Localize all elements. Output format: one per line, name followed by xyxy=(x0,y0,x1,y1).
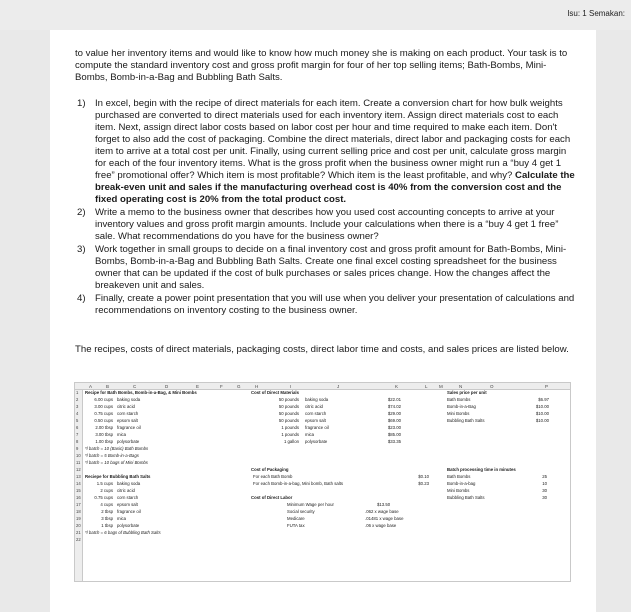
salts-item: baking soda xyxy=(117,481,141,486)
dm-qty: 1 pounds xyxy=(281,432,299,437)
salts-item: epsom salt xyxy=(117,502,138,507)
batch-note: *l batch = 10 bags of Mini Bombs xyxy=(85,460,148,465)
task-list xyxy=(75,98,575,318)
salts-item: citric acid xyxy=(117,488,135,493)
recipe-qty: 3.00 tbsp xyxy=(95,432,113,437)
price-item: Bath Bombs xyxy=(447,397,471,402)
recipe-item: polysorbate xyxy=(117,439,140,444)
salts-item: mica xyxy=(117,516,127,521)
salts-qty: 3 tbsp xyxy=(101,516,113,521)
task-item: 2) Write a memo to the business owner that describes how you used cost accounting concepts to arrive at your inventory values and gross profit margin amounts. Include your calculations when there is a “buy 4 get 1 free” sale. What recommendations do you have for the business owner? xyxy=(77,207,559,242)
salts-qty: 0.75 cups xyxy=(94,495,113,500)
recipe-qty: 3.00 cups xyxy=(94,404,113,409)
time-item: Mini Bombs xyxy=(447,488,470,493)
price-value: $10.00 xyxy=(535,418,549,423)
dl-value: $13.50 xyxy=(377,502,391,507)
dm-cost: $22.01 xyxy=(387,397,401,402)
salts-qty: 2 tbsp xyxy=(101,509,113,514)
salts-recipe-title: Reciepe for Bubbling Bath Salts xyxy=(85,474,151,479)
dm-qty: 50 pounds xyxy=(278,404,299,409)
salts-qty: 4 cups xyxy=(100,502,113,507)
dm-item: mica xyxy=(305,432,315,437)
price-item: Mini Bombs xyxy=(447,411,470,416)
dm-item: epsom salt xyxy=(305,418,326,423)
salts-item: polysorbate xyxy=(117,523,140,528)
salts-item: corn starch xyxy=(117,495,139,500)
dl-value: .06 x wage base xyxy=(365,523,397,528)
recipe-qty: 1.00 tbsp xyxy=(95,439,113,444)
recipe-item: corn starch xyxy=(117,411,139,416)
time-value: 30 xyxy=(542,488,547,493)
price-value: $6.97 xyxy=(538,397,549,402)
dl-label: Social security xyxy=(287,509,315,514)
dl-value: .062 x wage base xyxy=(365,509,399,514)
dl-label: Minimum Wage per hour xyxy=(287,502,334,507)
dm-cost: $74.02 xyxy=(387,404,401,409)
dm-item: fragrance oil xyxy=(305,425,329,430)
salts-item: fragrance oil xyxy=(117,509,141,514)
row-headers: 1 2 3 4 5 6 7 8 9 10 11 12 13 14 15 16 17 18 19 20 21 22 xyxy=(75,390,83,582)
time-item: Bubbling Bath Salts xyxy=(447,495,485,500)
recipe-qty: 0.50 cups xyxy=(94,418,113,423)
recipe-item: baking soda xyxy=(117,397,141,402)
recipe-qty: 6.00 cups xyxy=(94,397,113,402)
batch-note: *l batch = 10 (Basic) Bath Bombs xyxy=(85,446,149,451)
time-item: Bath Bombs xyxy=(447,474,471,479)
dm-qty: 1 gallon xyxy=(283,439,299,444)
pack-cost: $0.23 xyxy=(418,481,429,486)
dm-title: Cost of Direct Materials xyxy=(251,390,299,395)
task-item: 3) Work together in small groups to decide on a final inventory cost and gross profit amount for Bath-Bombs, Mini-Bombs, Bomb-in-a-Bag and Bubbling Bath Salts. Create one final excel costing spreadsheet for the business owner that can be updated if the cost of bulk purchases or sales prices change. How the changes affect the breakeven unit and sales. xyxy=(77,244,567,291)
recipe-item: fragrance oil xyxy=(117,425,141,430)
dm-cost: $33.35 xyxy=(387,439,401,444)
dl-value: .01481 x wage base xyxy=(365,516,404,521)
pack-label: For each Bomb-in-a-bag, Mini bomb, Bath salts xyxy=(253,481,344,486)
revision-status: Isu: 1 Semakan: xyxy=(567,9,625,18)
dm-item: baking soda xyxy=(305,397,329,402)
pack-label: For each Bath Bomb xyxy=(253,474,293,479)
price-value: $10.00 xyxy=(535,411,549,416)
pack-cost: $0.10 xyxy=(418,474,429,479)
recipe-title: Recipe for Bath Bombs, Bomb-in-a-Bag, & Mini Bombs xyxy=(85,390,197,395)
dm-qty: 50 pounds xyxy=(278,411,299,416)
pack-title: Cost of Packaging xyxy=(251,467,289,472)
dm-item: corn starch xyxy=(305,411,327,416)
price-title: Sales price per unit xyxy=(447,390,487,395)
time-value: 30 xyxy=(542,495,547,500)
task-item: 1) In excel, begin with the recipe of direct materials for each item. Create a conversion chart for how bulk weights purchased are converted to direct materials used for each inventory item. Assign direct materials cost to each item. Next, assign direct labor costs based on labor cost per hour and time required to make each item. Don't forget to also add the cost of packaging. Combine the direct materials, direct labor and packaging costs for each item to arrive at a total cost per unit. Finally, using current selling price and cost per unit, calculate gross margin for each of the four inventory items. What is the gross profit when the business owner might run a “buy 4 get 1 free” promotional offer? Which item is most profitable? Which item is the least profitable, and why? Calculate the break-even unit and sales if the manufacturing overhead cost is 40% from the conversion cost and the fixed operating cost is 20% from the total product cost. xyxy=(77,98,575,205)
dm-qty: 50 pounds xyxy=(278,397,299,402)
batch-note: *l batch = 5 Bomb-in-a-Bags xyxy=(85,453,139,458)
recipe-item: citric acid xyxy=(117,404,135,409)
recipe-qty: 0.75 cups xyxy=(94,411,113,416)
price-item: Bomb-in-a-Bag xyxy=(447,404,476,409)
recipe-item: mica xyxy=(117,432,127,437)
time-title: Batch processing time in minutes xyxy=(447,467,516,472)
salts-qty: 1 tbsp xyxy=(101,523,113,528)
dm-cost: $69.00 xyxy=(387,418,401,423)
spreadsheet-image xyxy=(74,382,571,582)
salts-qty: 2 cups xyxy=(100,488,113,493)
column-headers: A B C D E F G H I J K L M N O P xyxy=(75,383,571,390)
recipe-item: epsom salt xyxy=(117,418,138,423)
top-bar xyxy=(0,0,631,30)
price-value: $10.00 xyxy=(535,404,549,409)
time-value: 10 xyxy=(542,481,547,486)
dm-cost: $23.00 xyxy=(387,425,401,430)
dl-title: Cost of Direct Labor xyxy=(251,495,293,500)
dl-label: FUTA tax xyxy=(287,523,305,528)
salts-batch-note: *l batch = 6 bags of Bubbling Bath Salts xyxy=(85,530,161,535)
dm-qty: 1 pounds xyxy=(281,425,299,430)
dm-cost: $29.00 xyxy=(387,411,401,416)
price-item: Bubbling Bath Salts xyxy=(447,418,485,423)
dl-label: Medicare xyxy=(287,516,305,521)
dm-cost: $85.00 xyxy=(387,432,401,437)
salts-qty: 1.5 cups xyxy=(96,481,113,486)
recipe-qty: 2.00 tbsp xyxy=(95,425,113,430)
data-lead-paragraph: The recipes, costs of direct materials, packaging costs, direct labor time and costs, and sales prices are listed below. xyxy=(75,344,569,355)
dm-item: polysorbate xyxy=(305,439,328,444)
intro-paragraph: to value her inventory items and would like to know how much money she is making on each product. Your task is to compute the standard inventory cost and gross profit margin for four of her top selling items; Bath-Bombs, Mini-Bombs, Bomb-in-a-Bag and Bubbling Bath Salts. xyxy=(75,48,568,84)
document-page xyxy=(50,30,596,612)
dm-qty: 50 pounds xyxy=(278,418,299,423)
task-item: 4) Finally, create a power point presentation that you will use when you deliver your presentation of calculations and recommendations on inventory costing to the business owner. xyxy=(77,293,575,316)
time-item: Bomb-in-a-bag xyxy=(447,481,476,486)
dm-item: citric acid xyxy=(305,404,323,409)
time-value: 25 xyxy=(542,474,547,479)
